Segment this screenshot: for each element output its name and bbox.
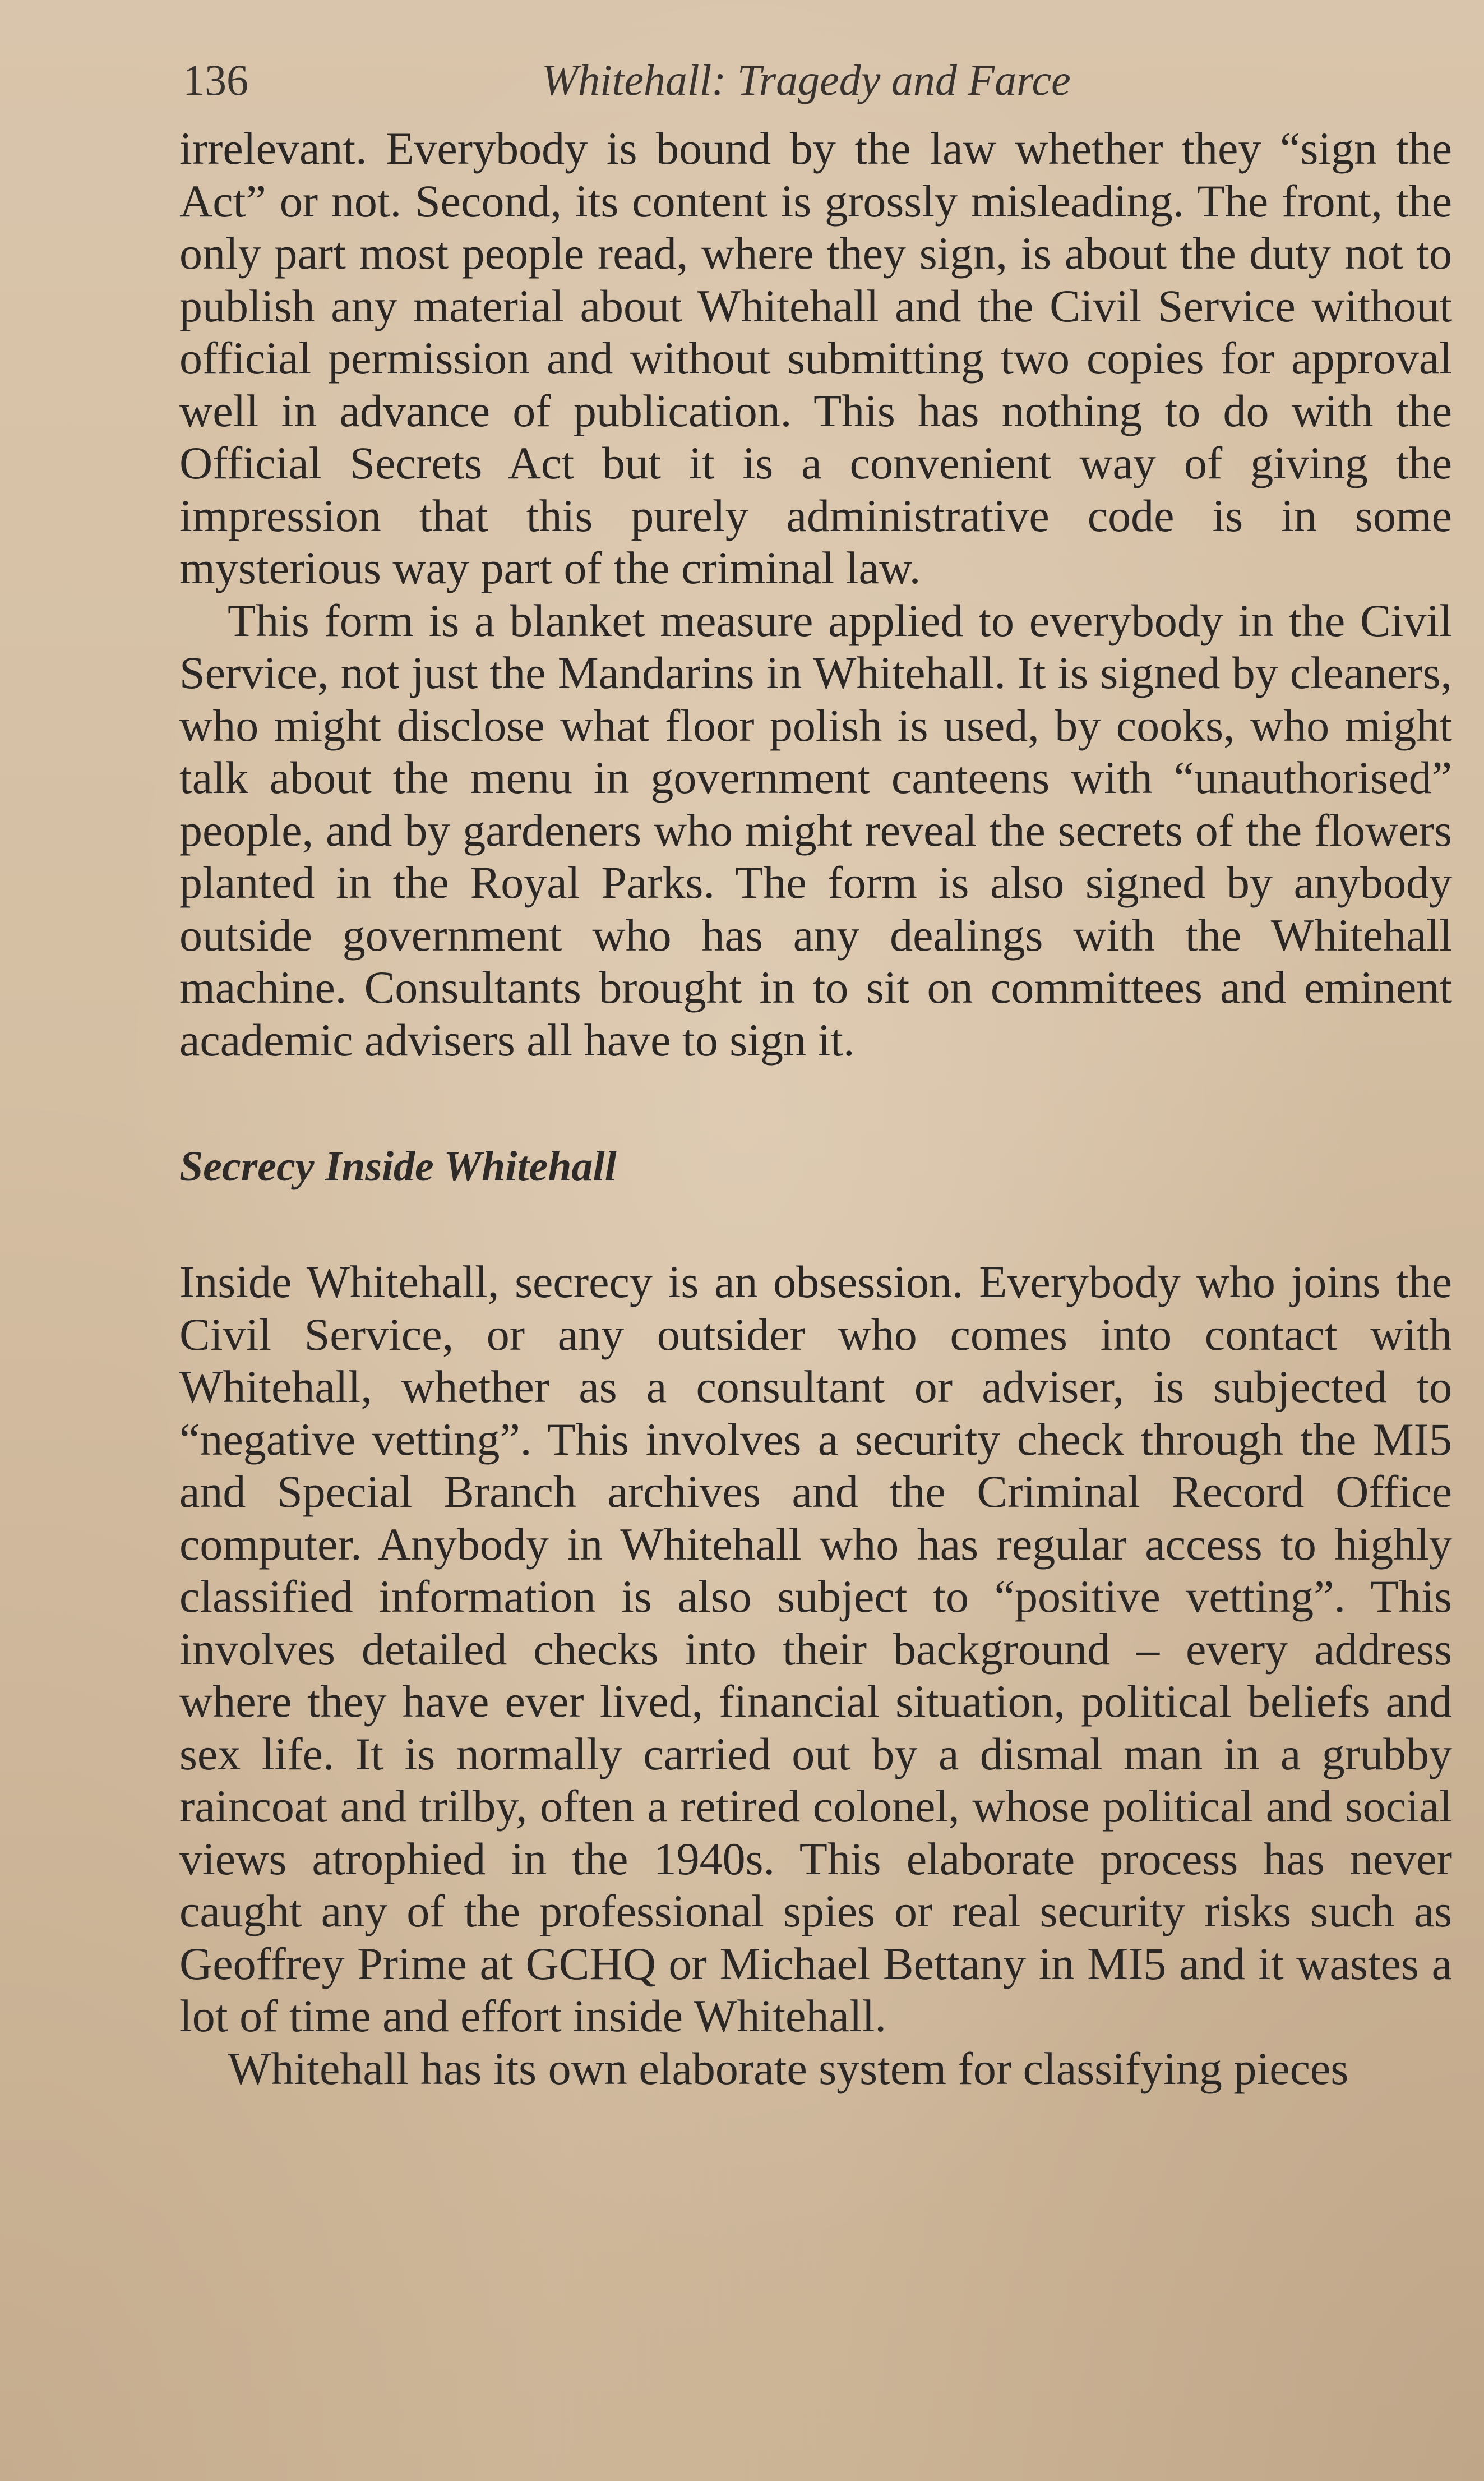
running-title: Whitehall: Tragedy and Farce bbox=[542, 56, 1071, 104]
body-text bbox=[179, 122, 1452, 2095]
section-gap bbox=[179, 1066, 1452, 1136]
page-number: 136 bbox=[183, 56, 248, 104]
paragraph-3: Inside Whitehall, secrecy is an obsession. Everybody who joins the Civil Service, or any outsider who comes into contact with Whitehall, whether as a consultant or adviser, is subjected to “negative vetting”. This involves a security check through the MI5 and Special Branch archives and the Criminal Record Office computer. Anybody in Whitehall who has regular access to highly classified information is also subject to “positive vetting”. This involves detailed checks into their background – every address where they have ever lived, financial situation, political beliefs and sex life. It is normally carried out by a dismal man in a grubby raincoat and trilby, often a retired colonel, whose political and social views atrophied in the 1940s. This elaborate process has never caught any of the professional spies or real security risks such as Geoffrey Prime at GCHQ or Michael Bettany in MI5 and it wastes a lot of time and effort inside Whitehall. bbox=[179, 1256, 1452, 2041]
section-heading: Secrecy Inside Whitehall bbox=[179, 1143, 617, 1190]
paragraph-4: Whitehall has its own elaborate system for classifying pieces bbox=[228, 2042, 1349, 2094]
paragraph-2: This form is a blanket measure applied to everybody in the Civil Service, not just the Mandarins in Whitehall. It is signed by cleaners, who might disclose what floor polish is used, by cooks, who might talk about the menu in government canteens with “unauthorised” people, and by gardeners who might reveal the secrets of the flowers planted in the Royal Parks. The form is also signed by anybody outside government who has any dealings with the Whitehall machine. Consultants brought in to sit on committees and eminent academic advisers all have to sign it. bbox=[179, 594, 1452, 1066]
paragraph-1: irrelevant. Everybody is bound by the law whether they “sign the Act” or not. Second, its content is grossly misleading. The front, the only part most people read, where they sign, is about the duty not to publish any material about Whitehall and the Civil Service without official permission and without submitting two copies for approval well in advance of publication. This has nothing to do with the Official Secrets Act but it is a convenient way of giving the impression that this purely administrative code is in some mysterious way part of the criminal law. bbox=[179, 123, 1452, 593]
running-head bbox=[183, 49, 1461, 111]
